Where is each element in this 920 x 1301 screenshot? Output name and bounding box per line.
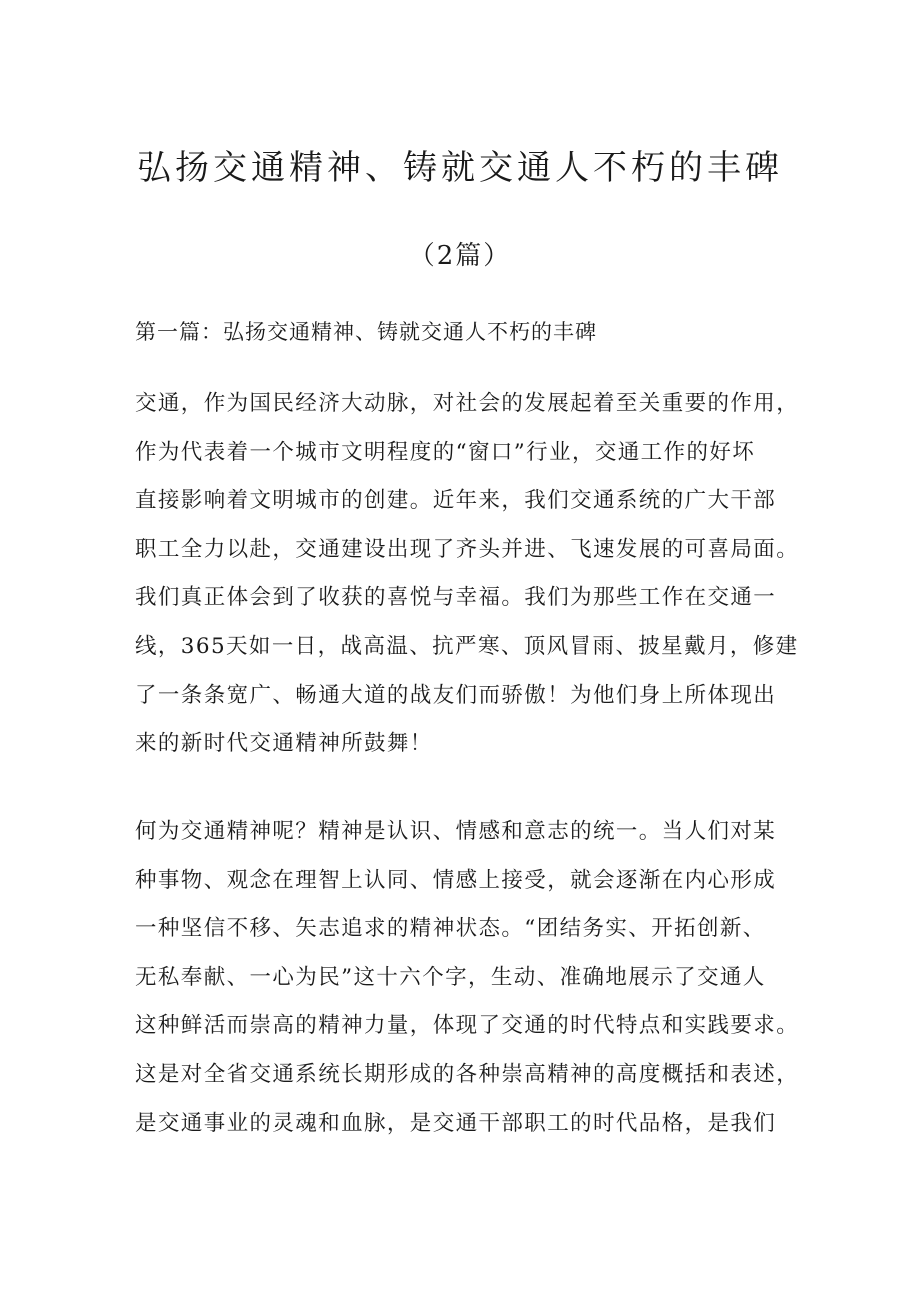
paragraph-2 (135, 808, 800, 1148)
paragraph-line: 何为交通精神呢？精神是认识、情感和意志的统一。当人们对某 (135, 819, 777, 844)
paragraph-line: 种事物、观念在理智上认同、情感上接受，就会逐渐在内心形成 (135, 867, 777, 893)
paragraph-line: 直接影响着文明城市的创建。近年来，我们交通系统的广大干部 (135, 488, 777, 514)
paragraph-line: 作为代表着一个城市文明程度的“窗口”行业，交通工作的好坏 (135, 439, 756, 465)
paragraph-line: 了一条条宽广、畅通大道的战友们而骄傲！为他们身上所体现出 (135, 682, 777, 708)
paragraph-line: 来的新时代交通精神所鼓舞！ (135, 731, 433, 757)
paragraph-line: 线，365天如一日，战高温、抗严寒、顶风冒雨、披星戴月，修建 (135, 633, 799, 659)
paragraph-line: 交通，作为国民经济大动脉，对社会的发展起着至关重要的作用， (135, 391, 800, 416)
paragraph-1 (135, 380, 800, 769)
paragraph-line: 这种鲜活而崇高的精神力量，体现了交通的时代特点和实践要求。 (135, 1013, 800, 1039)
paragraph-line: 我们真正体会到了收获的喜悦与幸福。我们为那些工作在交通一 (135, 585, 777, 611)
paragraph-line: 职工全力以赴，交通建设出现了齐头并进、飞速发展的可喜局面。 (135, 536, 800, 562)
document-title: 弘扬交通精神、铸就交通人不朽的丰碑 (137, 148, 783, 188)
paragraph-line: 无私奉献、一心为民”这十六个字，生动、准确地展示了交通人 (135, 964, 766, 990)
section-heading: 第一篇：弘扬交通精神、铸就交通人不朽的丰碑 (135, 320, 597, 344)
paragraph-line: 一种坚信不移、矢志追求的精神状态。“团结务实、开拓创新、 (135, 916, 766, 942)
paragraph-line: 这是对全省交通系统长期形成的各种崇高精神的高度概括和表述， (135, 1061, 800, 1087)
paragraph-line: 是交通事业的灵魂和血脉，是交通干部职工的时代品格，是我们 (135, 1110, 777, 1136)
document-subtitle: （2篇） (408, 241, 512, 271)
